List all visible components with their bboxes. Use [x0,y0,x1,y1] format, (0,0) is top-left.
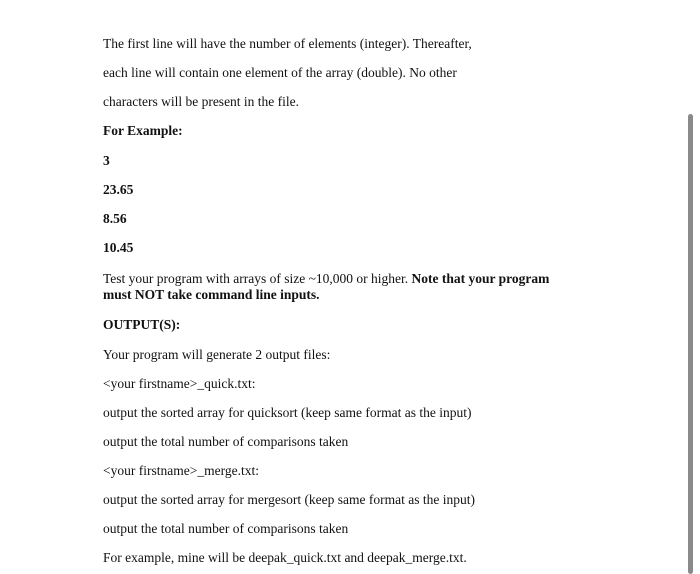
output-line: output the sorted array for quicksort (keep same format as the input) [103,405,472,420]
example-value: 23.65 [103,182,134,197]
scrollbar-thumb[interactable] [688,114,693,574]
output-line: For example, mine will be deepak_quick.txt and deepak_merge.txt. [103,550,467,565]
test-note-bold: Note that your program [411,271,550,286]
output-heading: OUTPUT(S): [103,317,181,332]
output-line: <your firstname>_merge.txt: [103,463,259,478]
output-line: Your program will generate 2 output files: [103,347,331,362]
output-line: <your firstname>_quick.txt: [103,376,256,391]
test-note-line-1 [103,271,549,287]
paragraph-line: The first line will have the number of elements (integer). Thereafter, [103,36,472,51]
example-value: 10.45 [103,240,134,255]
test-note-normal: Test your program with arrays of size ~10,000 or higher. [103,271,412,286]
example-heading: For Example: [103,123,183,138]
test-note-line-2: must NOT take command line inputs. [103,287,320,302]
example-value: 3 [103,153,110,168]
output-line: output the total number of comparisons taken [103,521,349,536]
paragraph-line: each line will contain one element of the array (double). No other [103,65,457,80]
output-line: output the sorted array for mergesort (keep same format as the input) [103,492,476,507]
output-line: output the total number of comparisons taken [103,434,349,449]
paragraph-line: characters will be present in the file. [103,94,300,109]
example-value: 8.56 [103,211,127,226]
